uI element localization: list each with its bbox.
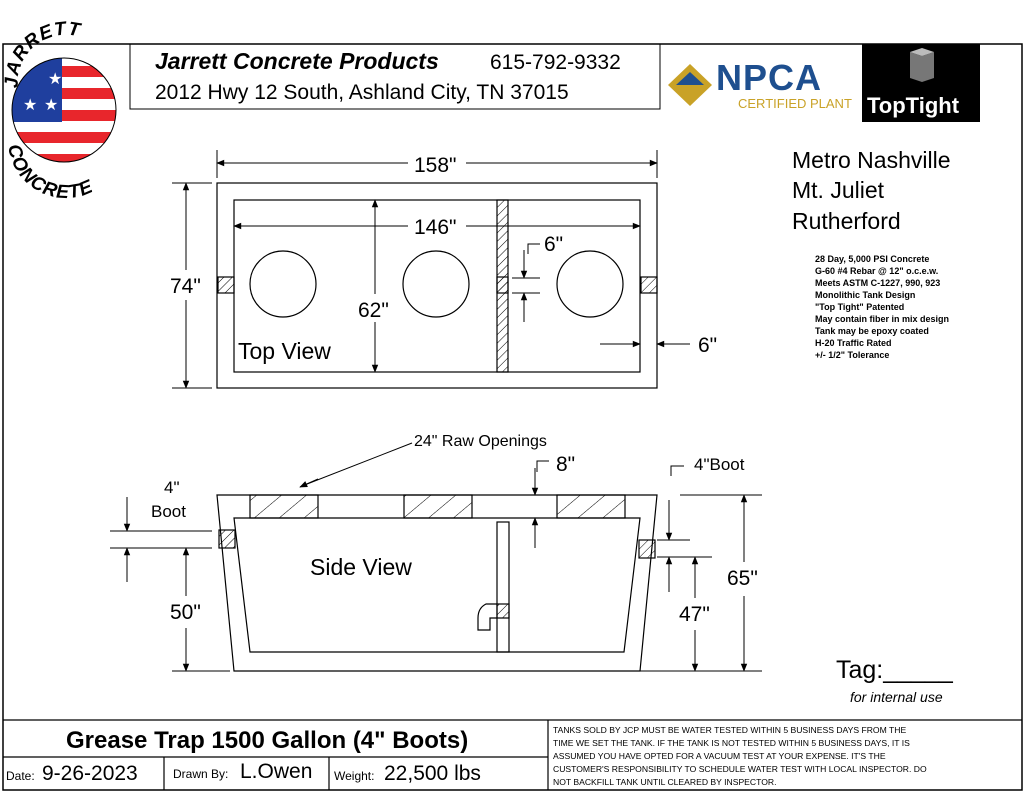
toptight-cube-icon <box>910 52 934 82</box>
spec-item: Meets ASTM C-1227, 990, 923 <box>815 278 941 288</box>
jarrett-logo <box>2 18 120 203</box>
dim-wall: 6" <box>698 334 718 357</box>
dim-inlet-height: 50" <box>170 601 201 624</box>
access-opening <box>403 251 469 317</box>
disclaimer-line: NOT BACKFILL TANK UNTIL CLEARED BY INSPECTOR. <box>553 777 777 787</box>
dim-inner-width: 62" <box>358 299 389 322</box>
company-phone: 615-792-9332 <box>490 51 621 74</box>
npca-text: NPCA <box>716 57 823 98</box>
drawing-title: Grease Trap 1500 Gallon (4" Boots) <box>66 727 469 754</box>
disclaimer-line: TIME WE SET THE TANK. IF THE TANK IS NOT TESTED WITHIN 5 BUSINESS DAYS, IT IS <box>553 738 910 748</box>
baffle-pipe <box>497 277 508 293</box>
location-item: Metro Nashville <box>792 147 951 173</box>
tag-field: Tag:_____ <box>836 656 953 684</box>
location-item: Rutherford <box>792 208 901 234</box>
side-view-inner <box>234 518 640 652</box>
dim-overall-width: 74" <box>170 275 201 298</box>
spec-item: "Top Tight" Patented <box>815 302 905 312</box>
date-value: 9-26-2023 <box>42 762 138 785</box>
dim-outlet-height: 47" <box>679 603 710 626</box>
side-view-outer <box>217 495 657 671</box>
outlet-boot <box>641 277 657 293</box>
openings-note: 24" Raw Openings <box>414 433 547 450</box>
boot-left-size: 4" <box>164 478 180 497</box>
star-icon: ★ <box>44 95 59 114</box>
logo-text-top: JARRETT <box>1 18 83 89</box>
date-label: Date: <box>6 769 35 783</box>
location-item: Mt. Juliet <box>792 177 885 203</box>
specs-list <box>815 254 949 360</box>
star-icon: ★ <box>23 95 38 114</box>
side-view-dimensions <box>110 443 762 671</box>
spec-item: +/- 1/2" Tolerance <box>815 350 890 360</box>
riser-opening <box>404 495 472 518</box>
boot-right-label: 4"Boot <box>694 455 745 474</box>
dim-inner-length: 146" <box>414 216 457 239</box>
logo-text-bottom: CONCRETE <box>2 142 97 204</box>
access-opening <box>250 251 316 317</box>
npca-subtitle: CERTIFIED PLANT <box>738 96 852 111</box>
dim-baffle: 6" <box>544 233 564 256</box>
side-view <box>217 495 657 671</box>
riser-opening <box>250 495 318 518</box>
spec-item: Tank may be epoxy coated <box>815 326 929 336</box>
baffle-pipe <box>497 604 509 618</box>
top-view-labels <box>170 154 717 364</box>
side-view-label: Side View <box>310 554 412 580</box>
tee-fitting <box>478 604 497 630</box>
inlet-boot <box>219 530 235 548</box>
drawn-by-label: Drawn By: <box>173 767 229 781</box>
disclaimer-line: CUSTOMER'S RESPONSIBILITY TO SCHEDULE WATER TEST WITH LOCAL INSPECTOR. DO <box>553 764 927 774</box>
side-view-labels <box>151 433 758 626</box>
company-name: Jarrett Concrete Products <box>155 48 439 74</box>
dim-total-height: 65" <box>727 567 758 590</box>
drawn-by-value: L.Owen <box>240 760 313 783</box>
tag-note: for internal use <box>850 689 943 705</box>
star-icon: ★ <box>48 69 63 88</box>
spec-item: May contain fiber in mix design <box>815 314 950 324</box>
dim-overall-length: 158" <box>414 154 457 177</box>
weight-label: Weight: <box>334 769 375 783</box>
top-view-label: Top View <box>238 338 331 364</box>
riser-opening <box>557 495 625 518</box>
toptight-text: TopTight <box>867 93 960 118</box>
spec-item: 28 Day, 5,000 PSI Concrete <box>815 254 930 264</box>
weight-value: 22,500 lbs <box>384 762 481 785</box>
spec-item: H-20 Traffic Rated <box>815 338 892 348</box>
access-opening <box>557 251 623 317</box>
npca-logo <box>668 57 852 111</box>
disclaimer <box>553 725 927 787</box>
company-address: 2012 Hwy 12 South, Ashland City, TN 37015 <box>155 81 569 104</box>
disclaimer-line: ASSUMED YOU HAVE OPTED FOR A VACUUM TEST AT YOUR EXPENSE. IT'S THE <box>553 751 886 761</box>
spec-item: Monolithic Tank Design <box>815 290 916 300</box>
spec-item: G-60 #4 Rebar @ 12" o.c.e.w. <box>815 266 939 276</box>
toptight-logo <box>862 44 980 122</box>
disclaimer-line: TANKS SOLD BY JCP MUST BE WATER TESTED WITHIN 5 BUSINESS DAYS FROM THE <box>553 725 907 735</box>
baffle-wall <box>497 522 509 652</box>
boot-left-label: Boot <box>151 502 186 521</box>
inlet-boot <box>218 277 234 293</box>
outlet-boot <box>639 540 655 558</box>
dim-lid: 8" <box>556 453 576 476</box>
